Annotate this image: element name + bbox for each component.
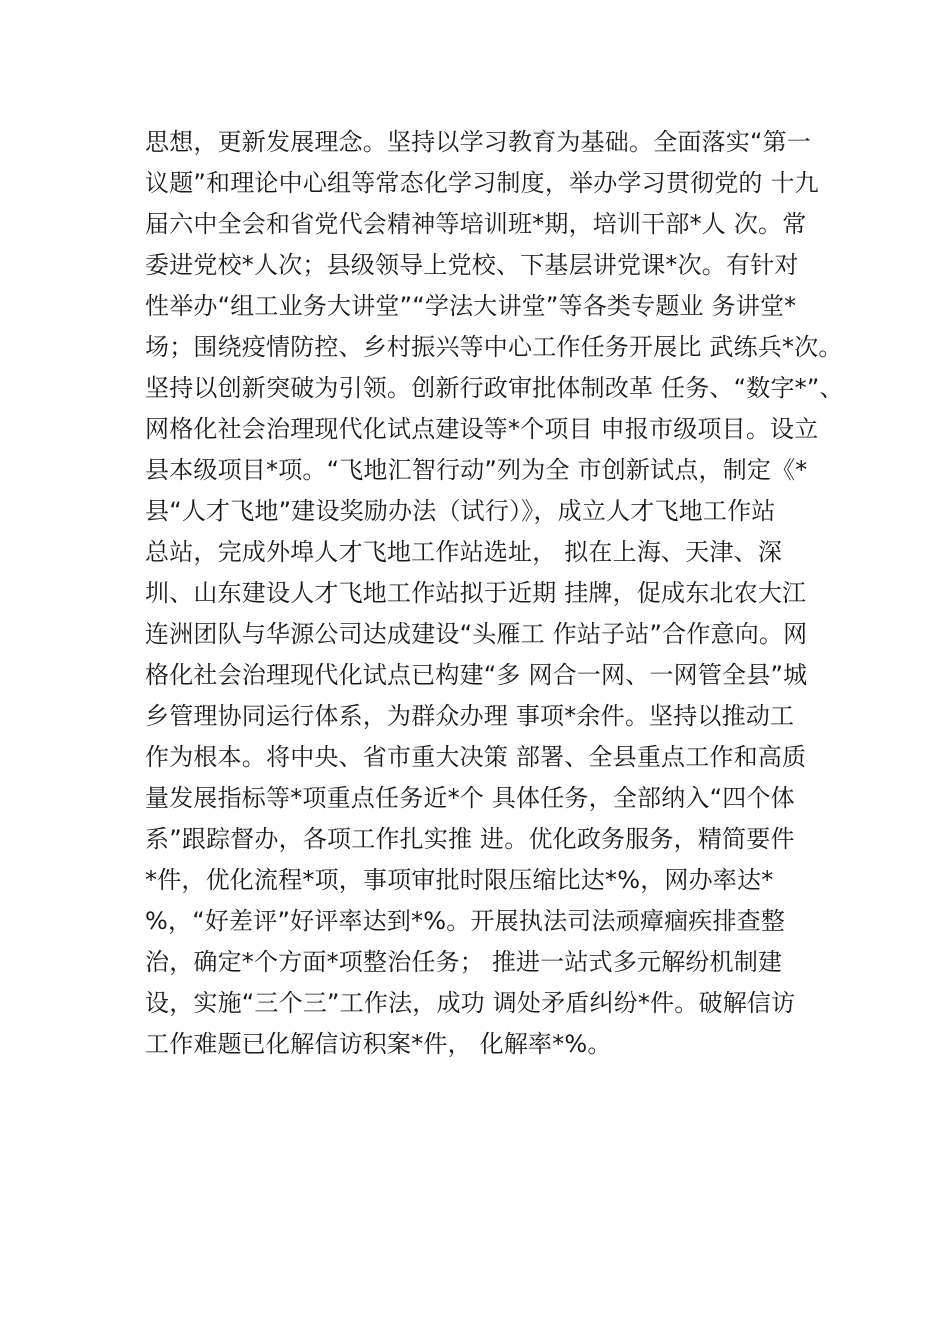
text-line: 圳、山东建设人才飞地工作站拟于近期 挂牌，促成东北农大江 [145,579,807,607]
text-line: 场；围绕疫情防控、乡村振兴等中心工作任务开展比 武练兵*次。 [145,333,843,361]
text-line: 量发展指标等*项重点任务近*个 具体任务，全部纳入“四个体 [145,784,795,812]
text-line: 县“人才飞地”建设奖励办法（试行）》，成立人才飞地工作站 [145,497,776,525]
text-line: 思想，更新发展理念。坚持以学习教育为基础。全面落实“第一 [145,128,812,156]
text-line: 坚持以创新突破为引领。创新行政审批体制改革 任务、“数字*”、 [145,374,844,402]
text-line: 连洲团队与华源公司达成建设“头雁工 作站子站”合作意向。网 [145,620,808,648]
text-line: 作为根本。将中央、省市重大决策 部署、全县重点工作和高质 [145,743,807,771]
text-line: 治，确定*个方面*项整治任务； 推进一站式多元解纷机制建 [145,948,783,976]
body-paragraph [145,122,845,1065]
text-line: 委进党校*人次；县级领导上党校、下基层讲党课*次。有针对 [145,251,799,279]
text-line: 设，实施“三个三”工作法，成功 调处矛盾纠纷*件。破解信访 [145,989,796,1017]
text-line: *件，优化流程*项，事项审批时限压缩比达*%，网办率达* [145,866,774,894]
text-line: 系”跟踪督办，各项工作扎实推 进。优化政务服务，精简要件 [145,825,795,853]
text-line: %，“好差评”好评率达到*%。开展执法司法顽瘴痼疾排查整 [145,907,786,935]
text-line: 县本级项目*项。“飞地汇智行动”列为全 市创新试点，制定《* [145,456,808,484]
text-line: 工作难题已化解信访积案*件， 化解率*%。 [145,1030,612,1058]
text-line: 格化社会治理现代化试点已构建“多 网合一网、一网管全县”城 [145,661,808,689]
text-line: 届六中全会和省党代会精神等培训班*期，培训干部*人 次。常 [145,210,807,238]
text-line: 乡管理协同运行体系，为群众办理 事项*余件。坚持以推动工 [145,702,795,730]
text-line: 性举办“组工业务大讲堂”“学法大讲堂”等各类专题业 务讲堂* [145,292,797,320]
text-line: 网格化社会治理现代化试点建设等*个项目 申报市级项目。设立 [145,415,819,443]
text-line: 议题”和理论中心组等常态化学习制度，举办学习贯彻党的 十九 [145,169,819,197]
text-line: 总站，完成外埠人才飞地工作站选址， 拟在上海、天津、深 [145,538,783,566]
